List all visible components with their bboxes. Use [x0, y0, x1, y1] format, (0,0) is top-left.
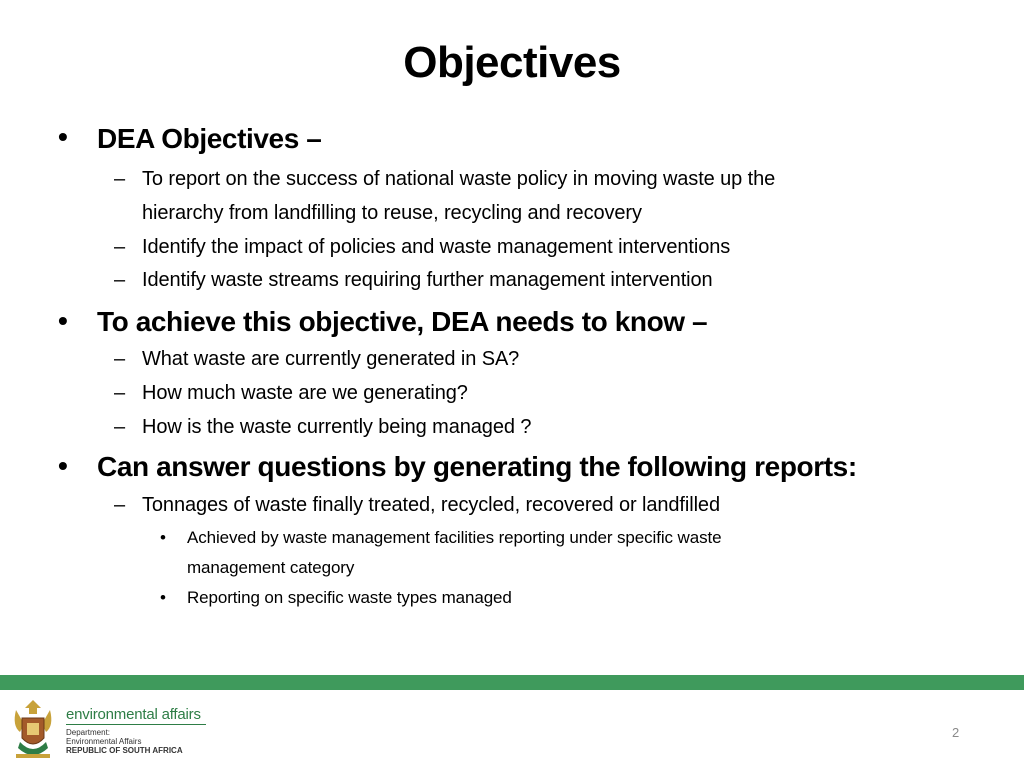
- brand-divider: [66, 724, 206, 725]
- sub-list-item: Reporting on specific waste types managed: [187, 588, 512, 607]
- dash-icon: –: [114, 236, 126, 258]
- sub-list-item-continuation: management category: [187, 558, 355, 577]
- bullet-icon: •: [58, 121, 68, 152]
- footer-accent-bar: [0, 675, 1024, 690]
- list-item: What waste are currently generated in SA?: [142, 348, 520, 370]
- dash-icon: –: [114, 416, 126, 438]
- slide-title: Objectives: [403, 38, 621, 87]
- section-heading: To achieve this objective, DEA needs to know –: [97, 306, 708, 337]
- coat-of-arms-icon: [8, 696, 58, 762]
- section-heading: Can answer questions by generating the following reports:: [97, 451, 857, 482]
- list-item: To report on the success of national waste policy in moving waste up the: [142, 168, 776, 190]
- dash-icon: –: [114, 382, 126, 404]
- bullet-icon: •: [160, 528, 166, 547]
- bullet-icon: •: [58, 305, 68, 336]
- footer: [0, 690, 1024, 768]
- country-name: REPUBLIC OF SOUTH AFRICA: [66, 746, 183, 755]
- dash-icon: –: [114, 348, 126, 370]
- page-number: 2: [952, 725, 960, 740]
- bullet-icon: •: [58, 450, 68, 481]
- bullet-icon: •: [160, 588, 166, 607]
- brand-name: environmental affairs: [66, 706, 201, 723]
- dash-icon: –: [114, 494, 126, 516]
- list-item: Identify the impact of policies and waste management interventions: [142, 236, 731, 258]
- list-item: How much waste are we generating?: [142, 382, 468, 404]
- list-item: Identify waste streams requiring further management intervention: [142, 269, 713, 291]
- dash-icon: –: [114, 269, 126, 291]
- department-label: Department:: [66, 728, 111, 737]
- list-item: How is the waste currently being managed ?: [142, 416, 532, 438]
- department-name: Environmental Affairs: [66, 737, 142, 746]
- section-heading: DEA Objectives –: [97, 123, 322, 154]
- sub-list-item: Achieved by waste management facilities reporting under specific waste: [187, 528, 722, 547]
- list-item-continuation: hierarchy from landfilling to reuse, recycling and recovery: [142, 202, 642, 224]
- dash-icon: –: [114, 168, 126, 190]
- list-item: Tonnages of waste finally treated, recycled, recovered or landfilled: [142, 494, 720, 516]
